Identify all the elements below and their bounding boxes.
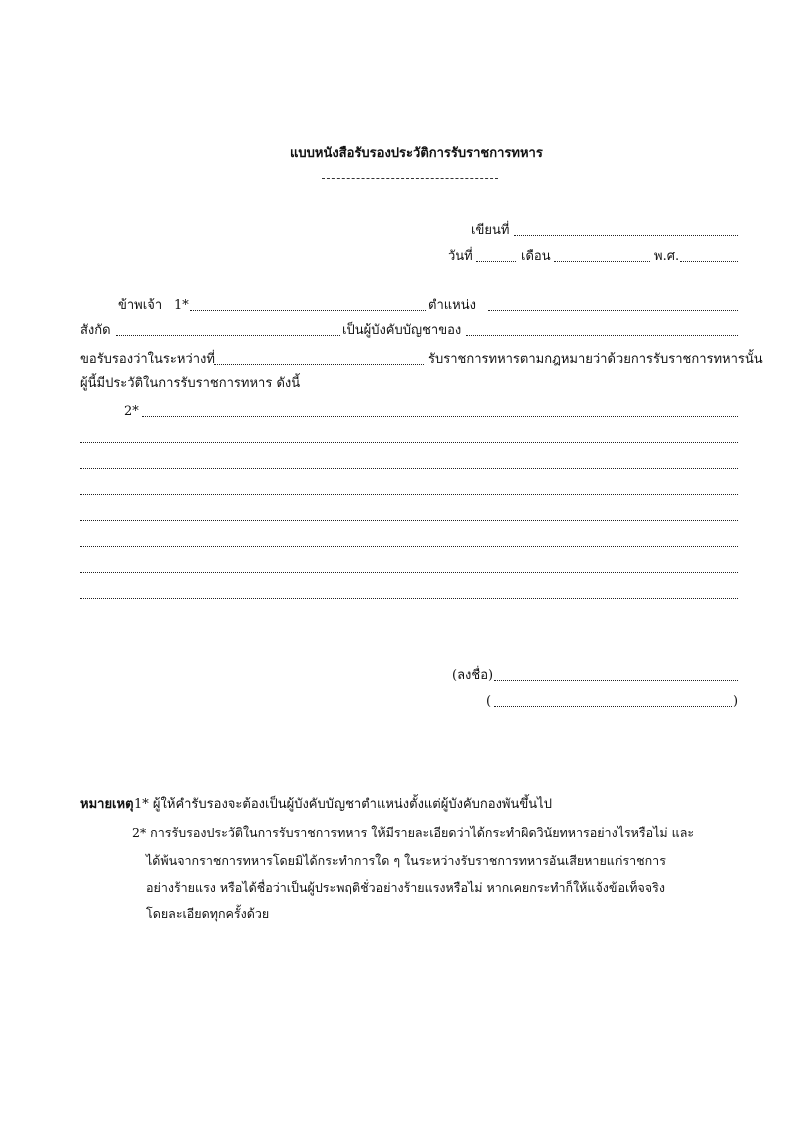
date-field[interactable] (476, 261, 516, 262)
signature-field[interactable] (494, 680, 738, 681)
service-person-field[interactable] (214, 364, 424, 365)
month-label: เดือน (521, 249, 551, 264)
position-field[interactable] (488, 310, 738, 311)
note2-marker: 2* (124, 404, 139, 419)
note-2-line-4: โดยละเอียดทุกครั้งด้วย (146, 906, 270, 921)
service-law-text: รับราชการทหารตามกฎหมายว่าด้วยการรับราชการทหารนั้น (428, 352, 763, 367)
sign-label: (ลงชื่อ) (452, 668, 494, 683)
record-line[interactable] (80, 546, 738, 547)
record-line[interactable] (80, 572, 738, 573)
printed-name-field[interactable] (494, 706, 732, 707)
note-2-line-2: ได้พ้นจากราชการทหารโดยมิได้กระทำการใด ๆ ในระหว่างรับราชการทหารอันเสียหายแก่ราชการ (146, 853, 666, 868)
notes-heading: หมายเหตุ (80, 797, 134, 812)
record-line[interactable] (80, 598, 738, 599)
i-label: ข้าพเจ้า (118, 298, 163, 313)
note1-marker: 1* (174, 298, 189, 313)
subordinate-field[interactable] (466, 335, 738, 336)
record-line[interactable] (80, 468, 738, 469)
note-2-line-3: อย่างร้ายแรง หรือได้ชื่อว่าเป็นผู้ประพฤติชั่วอย่างร้ายแรงหรือไม่ หากเคยกระทำก็ให้แจ้งข้อเท็จจริง (146, 880, 665, 895)
open-paren: ( (486, 694, 492, 709)
record-line[interactable] (80, 442, 738, 443)
position-label: ตำแหน่ง (428, 298, 476, 313)
name-field[interactable] (190, 310, 426, 311)
month-field[interactable] (554, 261, 650, 262)
document-title: แบบหนังสือรับรองประวัติการรับราชการทหาร (290, 146, 543, 161)
commander-of-label: เป็นผู้บังคับบัญชาของ (342, 323, 462, 338)
written-at-label: เขียนที่ (471, 223, 510, 238)
year-field[interactable] (680, 261, 738, 262)
date-label: วันที่ (448, 249, 473, 264)
close-paren: ) (733, 694, 739, 709)
title-underline (322, 178, 498, 179)
affiliation-field[interactable] (116, 335, 340, 336)
record-line[interactable] (80, 520, 738, 521)
note-1: 1* ผู้ให้คำรับรองจะต้องเป็นผู้บังคับบัญชาตำแหน่งตั้งแต่ผู้บังคับกองพันขึ้นไป (134, 797, 552, 812)
record-line[interactable] (142, 416, 738, 417)
record-text: ผู้นี้มีประวัติในการรับราชการทหาร ดังนี้ (80, 376, 301, 391)
record-line[interactable] (80, 494, 738, 495)
year-label: พ.ศ. (654, 249, 680, 264)
certify-during-label: ขอรับรองว่าในระหว่างที่ (80, 352, 215, 367)
note-2-line-1: 2* การรับรองประวัติในการรับราชการทหาร ให้มีรายละเอียดว่าได้กระทำผิดวินัยทหารอย่างไรหรือไม่ และ (132, 825, 695, 840)
affiliation-label: สังกัด (80, 323, 111, 338)
written-at-field[interactable] (514, 235, 738, 236)
